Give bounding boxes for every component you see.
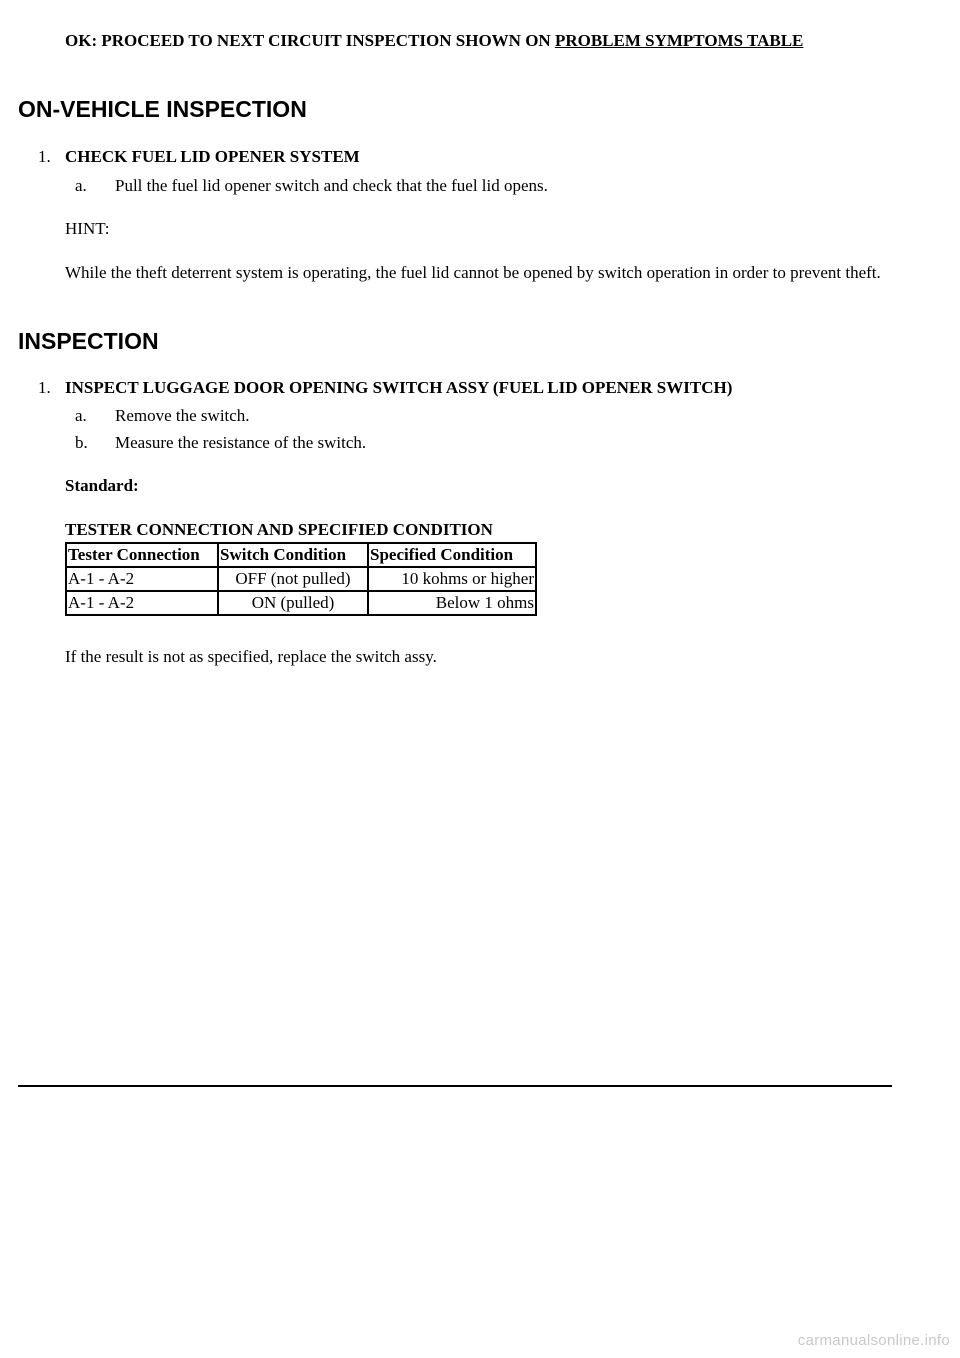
column-header: Specified Condition — [368, 543, 536, 567]
specified-condition-cell: 10 kohms or higher — [368, 567, 536, 591]
proceed-text: OK: PROCEED TO NEXT CIRCUIT INSPECTION SHOWN ON — [65, 31, 555, 50]
substep-letter: a. — [75, 406, 87, 425]
on-vehicle-step-1 — [38, 146, 360, 168]
inspection-substep-a — [75, 405, 250, 427]
hint-text: While the theft deterrent system is operating, the fuel lid cannot be opened by switch operation in order to prevent theft. — [65, 263, 881, 282]
table-row — [66, 591, 536, 615]
step-title: INSPECT LUGGAGE DOOR OPENING SWITCH ASSY (FUEL LID OPENER SWITCH) — [65, 378, 733, 397]
problem-symptoms-table-link[interactable]: PROBLEM SYMPTOMS TABLE — [554, 31, 804, 50]
substep-letter: b. — [75, 433, 88, 452]
inspection-substep-b — [75, 432, 366, 454]
tester-connection-cell: A-1 - A-2 — [66, 567, 218, 591]
step-title: CHECK FUEL LID OPENER SYSTEM — [65, 147, 360, 166]
switch-condition-cell: OFF (not pulled) — [218, 567, 368, 591]
on-vehicle-inspection-heading: ON-VEHICLE INSPECTION — [18, 96, 307, 122]
substep-text: Pull the fuel lid opener switch and check that the fuel lid opens. — [115, 176, 548, 195]
column-header: Tester Connection — [66, 543, 218, 567]
step-number: 1. — [38, 147, 51, 166]
hint-label: HINT: — [65, 219, 110, 238]
column-header: Switch Condition — [218, 543, 368, 567]
step-number: 1. — [38, 378, 51, 397]
inspection-step-1 — [38, 377, 732, 399]
table-title: TESTER CONNECTION AND SPECIFIED CONDITION — [65, 520, 493, 539]
tester-connection-table — [65, 542, 537, 616]
result-instruction: If the result is not as specified, replace the switch assy. — [65, 647, 437, 666]
proceed-instruction — [65, 30, 865, 52]
substep-text: Remove the switch. — [115, 406, 250, 425]
table-row — [66, 567, 536, 591]
site-watermark: carmanualsonline.info — [797, 1332, 950, 1349]
tester-connection-cell: A-1 - A-2 — [66, 591, 218, 615]
substep-text: Measure the resistance of the switch. — [115, 433, 367, 452]
on-vehicle-substep-a — [75, 175, 548, 197]
horizontal-divider — [18, 1085, 892, 1087]
standard-label: Standard: — [65, 476, 139, 495]
table-header-row — [66, 543, 536, 567]
inspection-heading: INSPECTION — [18, 328, 159, 354]
switch-condition-cell: ON (pulled) — [218, 591, 368, 615]
substep-letter: a. — [75, 176, 87, 195]
specified-condition-cell: Below 1 ohms — [368, 591, 536, 615]
